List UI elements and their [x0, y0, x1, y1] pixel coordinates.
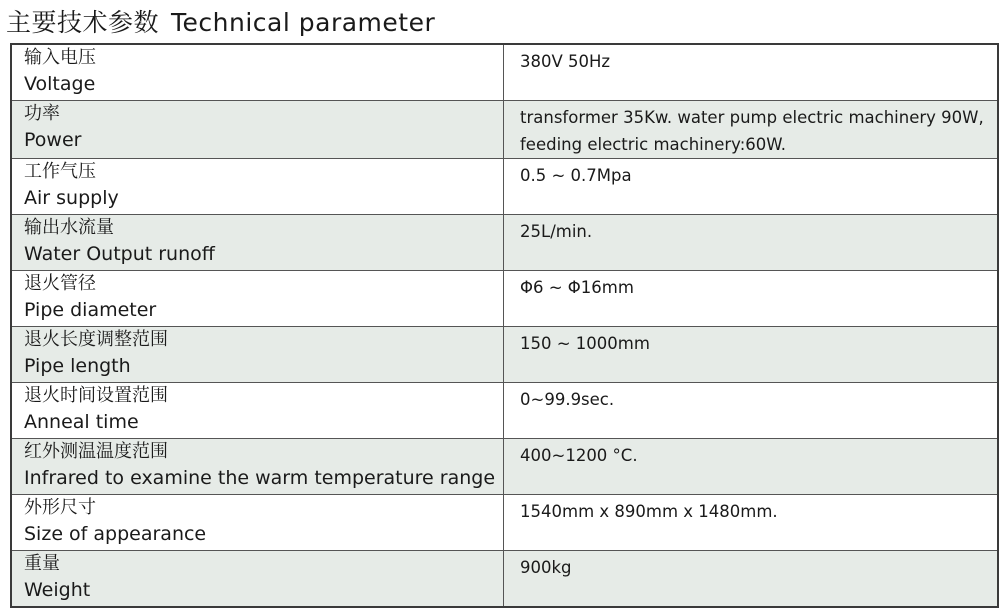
- parameter-value-cell: [504, 383, 999, 439]
- table-row: [11, 215, 998, 271]
- parameter-name-english: Anneal time: [24, 411, 139, 433]
- parameter-value-cell: [504, 215, 999, 271]
- parameter-label-cell: [11, 495, 504, 551]
- parameter-value: 0.5 ~ 0.7Mpa: [520, 166, 632, 185]
- table-row: [11, 327, 998, 383]
- parameter-name-chinese: 重量: [24, 553, 60, 574]
- parameter-table-body: [11, 44, 998, 607]
- parameter-name-chinese: 红外测温温度范围: [24, 441, 168, 462]
- parameter-name-english: Pipe diameter: [24, 299, 157, 321]
- parameter-value-cell: [504, 44, 999, 101]
- parameter-value: 150 ~ 1000mm: [520, 334, 650, 353]
- parameter-label-cell: [11, 159, 504, 215]
- table-row: [11, 44, 998, 101]
- parameter-value-cell: [504, 101, 999, 159]
- parameter-value-cell: [504, 439, 999, 495]
- parameter-value: 25L/min.: [520, 222, 593, 241]
- table-row: [11, 159, 998, 215]
- parameter-name-chinese: 外形尺寸: [24, 497, 96, 518]
- parameter-name-chinese: 工作气压: [24, 161, 96, 182]
- table-row: [11, 383, 998, 439]
- parameter-value-cell: [504, 271, 999, 327]
- parameter-name-chinese: 退火管径: [24, 273, 96, 294]
- title-english: Technical parameter: [171, 8, 436, 37]
- parameter-value: 0~99.9sec.: [520, 390, 615, 409]
- parameter-label-cell: [11, 383, 504, 439]
- parameter-name-chinese: 退火长度调整范围: [24, 329, 168, 350]
- parameter-value-cell: [504, 495, 999, 551]
- parameter-name-english: Size of appearance: [24, 523, 207, 545]
- parameter-name-chinese: 退火时间设置范围: [24, 385, 168, 406]
- parameter-value: 380V 50Hz: [520, 52, 611, 71]
- page-title: [6, 6, 435, 40]
- parameter-value: transformer 35Kw. water pump electric machinery 90W, feeding electric machinery:60W.: [520, 108, 984, 154]
- parameter-label-cell: [11, 44, 504, 101]
- table-row: [11, 271, 998, 327]
- parameter-name-english: Weight: [24, 579, 91, 601]
- parameter-value-cell: [504, 159, 999, 215]
- parameter-table: [10, 43, 999, 608]
- parameter-value: 1540mm x 890mm x 1480mm.: [520, 502, 778, 521]
- parameter-name-chinese: 功率: [24, 103, 60, 124]
- parameter-name-chinese: 输出水流量: [24, 217, 114, 238]
- parameter-value: 400~1200 °C.: [520, 446, 638, 465]
- parameter-name-english: Infrared to examine the warm temperature range: [24, 467, 496, 489]
- title-chinese: 主要技术参数: [6, 8, 160, 37]
- parameter-label-cell: [11, 327, 504, 383]
- table-row: [11, 495, 998, 551]
- parameter-label-cell: [11, 215, 504, 271]
- parameter-value-cell: [504, 327, 999, 383]
- parameter-label-cell: [11, 101, 504, 159]
- parameter-name-english: Water Output runoff: [24, 243, 215, 265]
- parameter-value: Φ6 ~ Φ16mm: [520, 278, 634, 297]
- parameter-name-english: Voltage: [24, 73, 96, 95]
- parameter-label-cell: [11, 271, 504, 327]
- parameter-label-cell: [11, 439, 504, 495]
- table-row: [11, 439, 998, 495]
- parameter-value: 900kg: [520, 558, 572, 577]
- parameter-label-cell: [11, 551, 504, 608]
- parameter-name-english: Air supply: [24, 187, 119, 209]
- parameter-value-cell: [504, 551, 999, 608]
- parameter-name-chinese: 输入电压: [24, 47, 96, 68]
- parameter-name-english: Power: [24, 129, 82, 151]
- table-row: [11, 551, 998, 608]
- parameter-name-english: Pipe length: [24, 355, 131, 377]
- table-row: [11, 101, 998, 159]
